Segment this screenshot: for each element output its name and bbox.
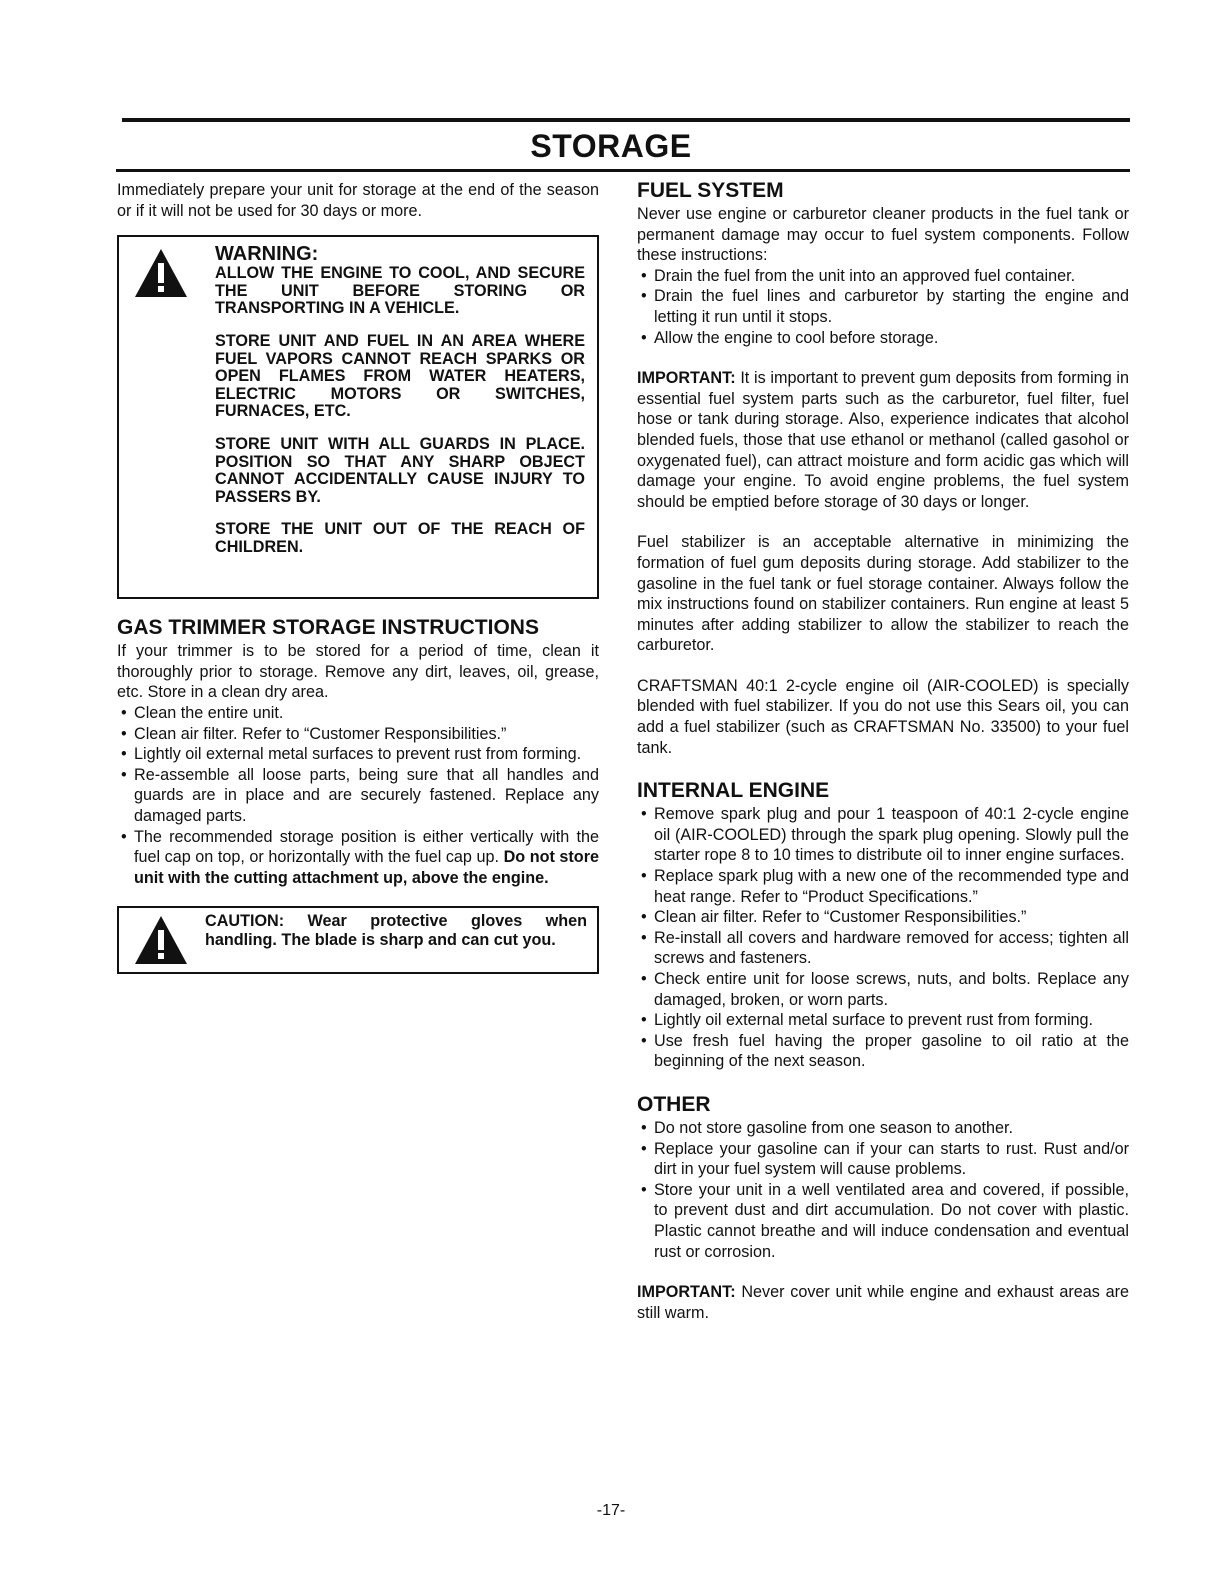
caution-text: CAUTION: Wear protective gloves when handling. The blade is sharp and can cut you. bbox=[205, 912, 587, 950]
gas-trimmer-list bbox=[117, 703, 599, 888]
warning-paragraph: STORE UNIT WITH ALL GUARDS IN PLACE. POSITION SO THAT ANY SHARP OBJECT CANNOT ACCIDENTALLY CAUSE INJURY TO PASSERS BY. bbox=[215, 434, 585, 506]
fuel-system-list bbox=[637, 266, 1129, 348]
list-item: • Check entire unit for loose screws, nuts, and bolts. Replace any damaged, broken, or worn parts. bbox=[637, 969, 1129, 1010]
important-text: Never cover unit while engine and exhaust areas are still warm. bbox=[637, 1283, 1129, 1322]
warning-triangle-icon bbox=[133, 914, 189, 966]
important-label: IMPORTANT: bbox=[637, 369, 736, 388]
stabilizer-paragraph: Fuel stabilizer is an acceptable alternative in minimizing the formation of fuel gum deposits during storage. Add stabilizer to the gasoline in the fuel tank or fuel storage container. Always follow the mix instructions found on stabilizer containers. Run engine at least 5 minutes after adding stabilizer to allow the stabilizer to reach the carburetor. bbox=[637, 533, 1129, 655]
other-important-paragraph bbox=[637, 1282, 1129, 1323]
important-text: It is important to prevent gum deposits from forming in essential fuel system parts such as the carburetor, fuel filter, fuel hose or tank during storage. Also, experience indicates that alcohol blended fuels, those that use ethanol or methanol (called gasohol or oxygenated fuel), can attract moisture and form acidic gas which will damage your engine. To avoid engine problems, the fuel system should be emptied before storage of 30 days or longer. bbox=[637, 369, 1129, 511]
list-item: • Replace spark plug with a new one of the recommended type and heat range. Refer to “Product Specifications.” bbox=[637, 866, 1129, 907]
list-item bbox=[117, 827, 599, 889]
list-item: • Use fresh fuel having the proper gasoline to oil ratio at the beginning of the next season. bbox=[637, 1031, 1129, 1072]
list-item: • Clean air filter. Refer to “Customer Responsibilities.” bbox=[637, 907, 1129, 928]
internal-engine-heading: INTERNAL ENGINE bbox=[637, 779, 830, 803]
important-label: IMPORTANT: bbox=[637, 1283, 736, 1302]
fuel-system-heading: FUEL SYSTEM bbox=[637, 179, 784, 202]
fuel-important-paragraph bbox=[637, 368, 1129, 512]
warning-paragraph: ALLOW THE ENGINE TO COOL, AND SECURE THE UNIT BEFORE STORING OR TRANSPORTING IN A VEHICLE. bbox=[215, 264, 585, 318]
list-item: • Re-assemble all loose parts, being sure that all handles and guards are in place and are securely fastened. Replace any damaged parts. bbox=[117, 765, 599, 827]
fuel-system-intro: Never use engine or carburetor cleaner products in the fuel tank or permanent damage may occur to fuel system components. Follow these instructions: bbox=[637, 205, 1129, 265]
caution-box bbox=[117, 906, 599, 974]
list-item: • Drain the fuel lines and carburetor by starting the engine and letting it run until it stops. bbox=[637, 286, 1129, 327]
top-rule bbox=[122, 118, 1130, 122]
list-item: • Do not store gasoline from one season to another. bbox=[637, 1118, 1129, 1139]
storage-position-text: The recommended storage position is either vertically with the fuel cap on top, or horizontally with the fuel cap up. bbox=[134, 827, 599, 867]
title-rule bbox=[116, 169, 1130, 172]
list-item: • Store your unit in a well ventilated area and covered, if possible, to prevent dust and dirt accumulation. Do not cover with plastic. Plastic cannot breathe and will induce condensation and eventual rust or corrosion. bbox=[637, 1180, 1129, 1262]
list-item: • Re-install all covers and hardware removed for access; tighten all screws and fasteners. bbox=[637, 928, 1129, 969]
list-item: • Lightly oil external metal surfaces to prevent rust from forming. bbox=[117, 744, 599, 765]
warning-paragraph: STORE UNIT AND FUEL IN AN AREA WHERE FUEL VAPORS CANNOT REACH SPARKS OR OPEN FLAMES FROM WATER HEATERS, ELECTRIC MOTORS OR SWITCHES, FURNACES, ETC. bbox=[215, 331, 585, 421]
list-item: • Lightly oil external metal surface to prevent rust from forming. bbox=[637, 1010, 1129, 1031]
warning-title: WARNING: bbox=[215, 243, 319, 266]
intro-paragraph: Immediately prepare your unit for storage at the end of the season or if it will not be used for 30 days or more. bbox=[117, 181, 599, 220]
list-item: • Clean air filter. Refer to “Customer Responsibilities.” bbox=[117, 724, 599, 745]
list-item: • Drain the fuel from the unit into an approved fuel container. bbox=[637, 266, 1129, 287]
warning-triangle-icon bbox=[133, 247, 189, 299]
list-item: • Replace your gasoline can if your can starts to rust. Rust and/or dirt in your fuel system will cause problems. bbox=[637, 1139, 1129, 1180]
other-heading: OTHER bbox=[637, 1092, 711, 1116]
gas-trimmer-heading: GAS TRIMMER STORAGE INSTRUCTIONS bbox=[117, 616, 539, 640]
list-item: • Clean the entire unit. bbox=[117, 703, 599, 724]
gas-trimmer-intro: If your trimmer is to be stored for a period of time, clean it thoroughly prior to storage. Remove any dirt, leaves, oil, grease, etc. Store in a clean dry area. bbox=[117, 642, 599, 702]
warning-paragraph: STORE THE UNIT OUT OF THE REACH OF CHILDREN. bbox=[215, 520, 585, 556]
page-number: -17- bbox=[596, 1502, 626, 1519]
warning-box bbox=[117, 235, 599, 599]
page-title: STORAGE bbox=[530, 128, 692, 164]
list-item: • Allow the engine to cool before storage. bbox=[637, 328, 1129, 349]
list-item: • Remove spark plug and pour 1 teaspoon of 40:1 2-cycle engine oil (AIR-COOLED) through the spark plug opening. Slowly pull the starter rope 8 to 10 times to distribute oil to inner engine surfaces. bbox=[637, 804, 1129, 866]
right-column bbox=[637, 178, 1129, 1323]
storage-position-warning: Do not store unit with the cutting attachment up, above the engine. bbox=[134, 848, 599, 887]
craftsman-paragraph: CRAFTSMAN 40:1 2-cycle engine oil (AIR-COOLED) is specially blended with fuel stabilizer. If you do not use this Sears oil, you can add a fuel stabilizer (such as CRAFTSMAN No. 33500) to your fuel tank. bbox=[637, 676, 1129, 757]
left-column bbox=[117, 180, 599, 974]
warning-text bbox=[215, 243, 585, 556]
internal-engine-list bbox=[637, 804, 1129, 1072]
other-list bbox=[637, 1118, 1129, 1262]
